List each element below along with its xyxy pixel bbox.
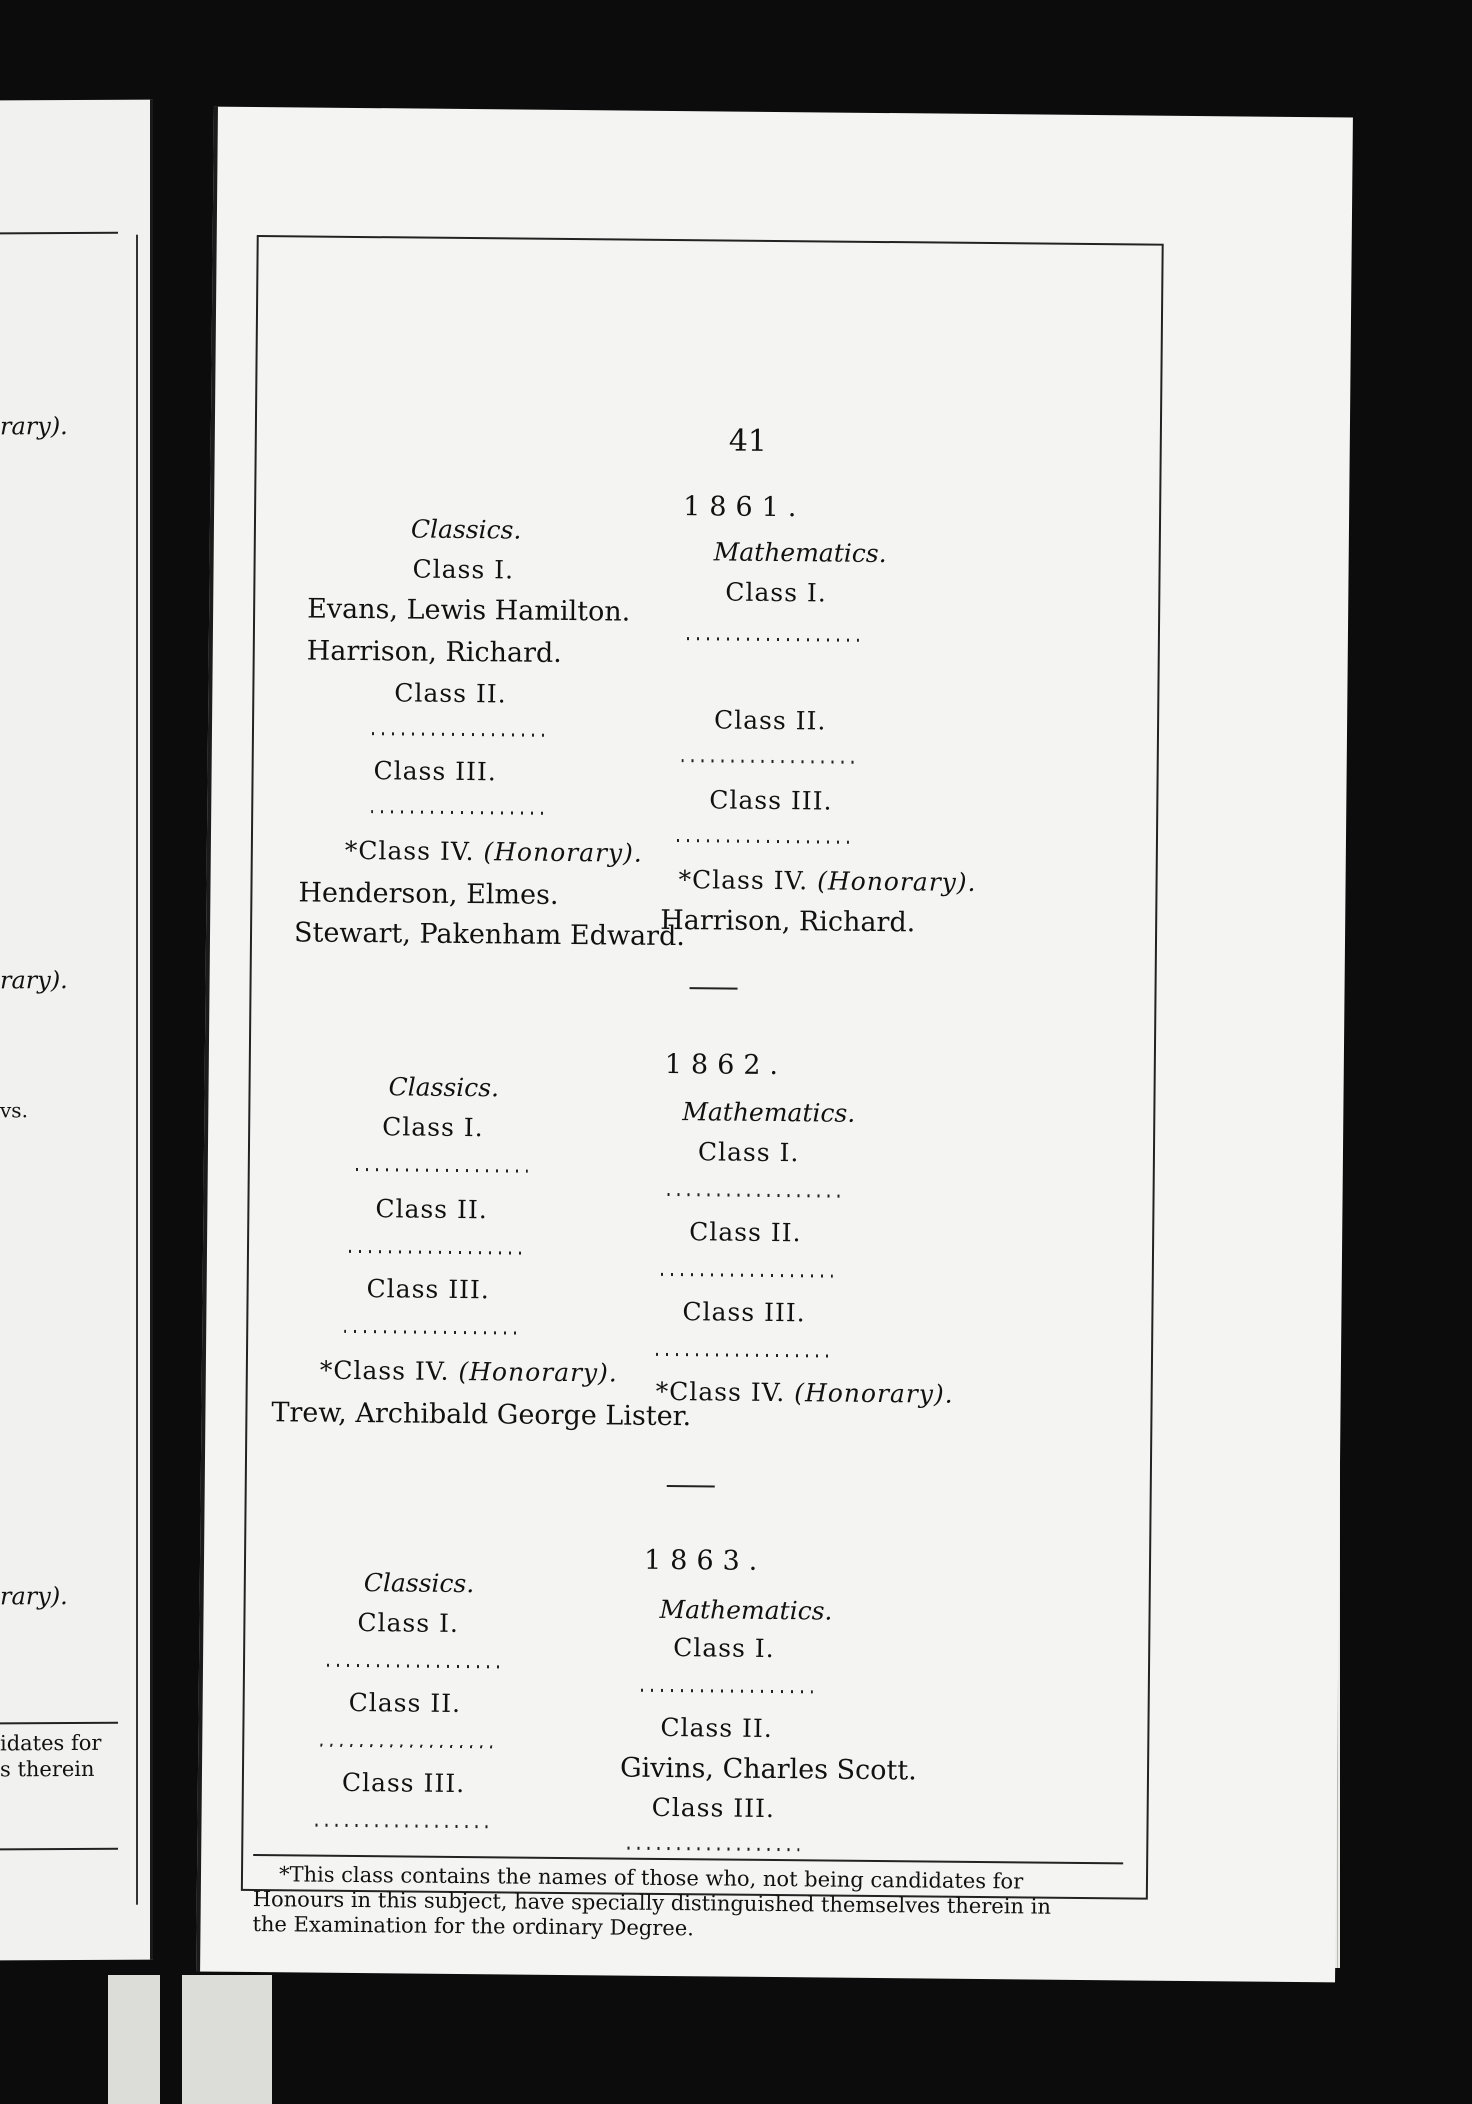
left-page-footnote-line: s therein [0,1756,95,1782]
dotted-leader [372,732,544,737]
left-page-bottom-rule [0,1848,118,1851]
year-heading: 1862. [664,1048,788,1082]
dotted-leader [641,1689,813,1694]
year-heading: 1861. [683,491,806,524]
footnote [252,1862,1123,1945]
class-heading: Class III. [709,785,833,816]
dotted-leader [656,1353,828,1358]
classics-heading: Classics. [410,514,522,545]
class-heading: Class II. [348,1687,462,1719]
class-heading: *Class IV. (Honorary). [655,1376,954,1409]
dotted-leader [677,839,849,844]
student-name: Harrison, Richard. [306,635,563,669]
left-page-footnote-line: idates for [0,1730,102,1756]
class-heading: *Class IV. (Honorary). [344,835,643,868]
student-name: Henderson, Elmes. [298,877,559,911]
class-heading: Class II. [660,1712,773,1744]
student-name: Trew, Archibald George Lister. [271,1397,692,1433]
page-number: 41 [728,423,768,459]
honorary-label: (Honorary). [458,1356,618,1388]
honorary-label: (Honorary). [817,866,977,897]
binding-tab [108,1975,160,2104]
dotted-leader [661,1273,833,1278]
class-heading: Class II. [689,1217,802,1248]
class-heading: Class I. [673,1633,775,1664]
class-heading: *Class IV. (Honorary). [319,1355,618,1388]
class-heading: *Class IV. (Honorary). [678,865,977,897]
dotted-leader [344,1330,516,1335]
dotted-leader [327,1664,499,1669]
left-page-footnote-rule [0,1722,118,1725]
dotted-leader [682,759,854,764]
left-facing-page [0,100,153,1961]
honorary-label: (Honorary). [794,1378,954,1409]
honorary-label: (Honorary). [483,837,643,868]
class-heading: Class III. [682,1297,806,1328]
class-heading: Class III. [366,1274,490,1305]
class-heading: Class III. [651,1792,776,1824]
student-name: Evans, Lewis Hamilton. [307,593,631,628]
dotted-leader [371,810,543,815]
page-frame [241,235,1164,1941]
class-heading: Class I. [412,554,515,585]
dotted-leader [320,1744,492,1749]
classics-heading: Classics. [363,1568,475,1599]
mathematics-heading: Mathematics. [713,537,887,569]
year-heading: 1863. [643,1544,767,1577]
class-heading: Class II. [394,678,507,709]
class-heading: Class I. [725,577,827,608]
student-name: Stewart, Pakenham Edward. [293,917,686,953]
class-heading: Class I. [382,1112,484,1143]
left-page-fragment: rary). [0,1582,68,1611]
student-name: Givins, Charles Scott. [619,1752,917,1787]
class-heading: Class II. [713,705,827,736]
mathematics-heading: Mathematics. [659,1594,833,1626]
left-page-fragment: vs. [0,1098,28,1123]
class-heading: Class II. [375,1194,488,1225]
dotted-leader [356,1168,528,1173]
dotted-leader [668,1193,840,1198]
mathematics-heading: Mathematics. [682,1097,856,1128]
class-heading: Class I. [697,1137,800,1168]
footnote-line: the Examination for the ordinary Degree. [252,1912,695,1941]
class-heading: Class III. [341,1767,466,1799]
class-heading: Class I. [357,1608,460,1638]
left-page-rule [0,232,118,235]
left-page-vertical-rule [136,235,138,1905]
footnote-line: *This class contains the names of those who, not being candidates for [278,1862,1024,1894]
left-page-fragment: rary). [0,966,68,995]
section-divider [690,987,738,989]
left-page-fragment: rary). [0,412,68,441]
dotted-leader [315,1824,487,1829]
student-name: Harrison, Richard. [660,904,916,939]
dotted-leader [627,1847,799,1852]
class-heading: Class III. [373,756,497,787]
dotted-leader [349,1250,521,1255]
footnote-line: Honours in this subject, have specially distinguished themselves therein in [252,1887,1052,1919]
section-divider [667,1485,715,1487]
binding-tab [182,1975,272,2104]
document-page [196,107,1353,1983]
classics-heading: Classics. [388,1072,500,1103]
dotted-leader [687,637,859,642]
